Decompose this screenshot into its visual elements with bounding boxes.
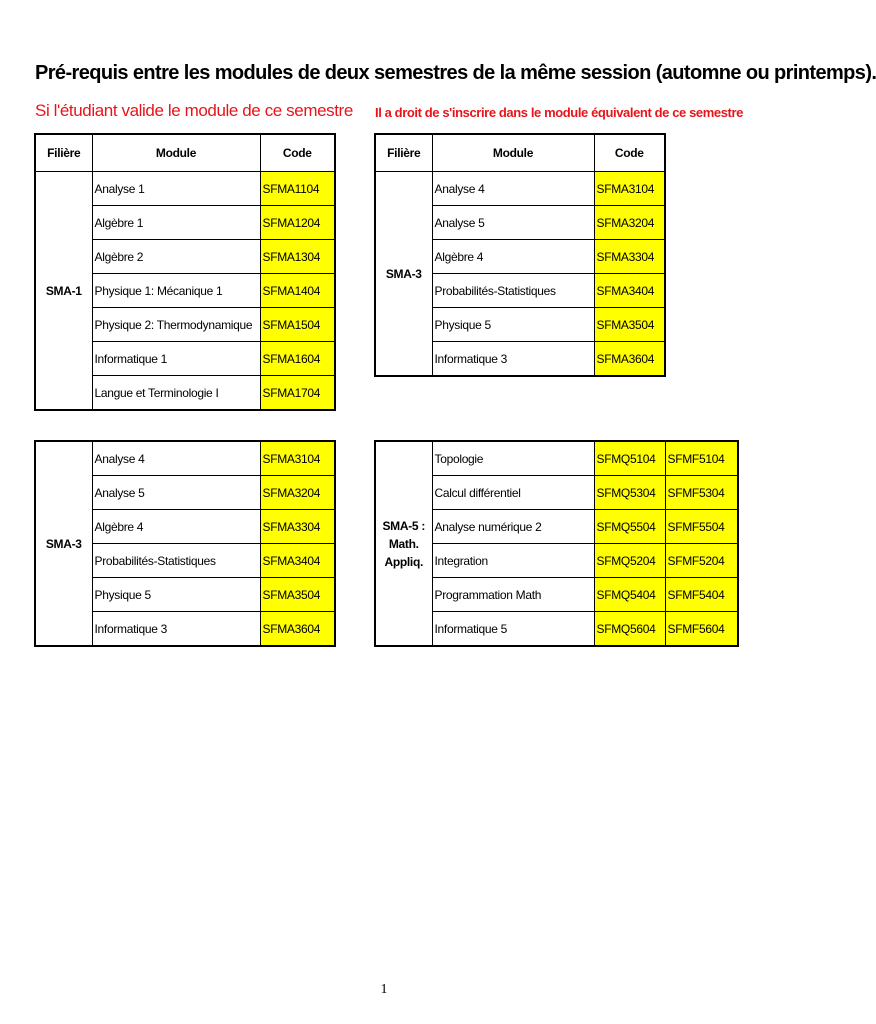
module-cell: Probabilités-Statistiques bbox=[432, 274, 594, 308]
code-cell: SFMA3604 bbox=[594, 342, 665, 377]
module-cell: Analyse numérique 2 bbox=[432, 510, 594, 544]
table-sma3-equivalent bbox=[374, 133, 666, 377]
module-cell: Calcul différentiel bbox=[432, 476, 594, 510]
table-sma5 bbox=[374, 440, 739, 647]
code-cell: SFMQ5104 bbox=[594, 441, 665, 476]
table-sma1 bbox=[34, 133, 336, 411]
module-cell: Integration bbox=[432, 544, 594, 578]
subtitle-right: Il a droit de s'inscrire dans le module équivalent de ce semestre bbox=[375, 105, 743, 120]
code-cell: SFMA3204 bbox=[594, 206, 665, 240]
header-code: Code bbox=[260, 134, 335, 172]
code-cell: SFMA3404 bbox=[260, 544, 335, 578]
module-cell: Informatique 3 bbox=[92, 612, 260, 647]
filiere-cell: SMA-3 bbox=[35, 441, 92, 646]
filiere-cell: SMA-1 bbox=[35, 172, 92, 411]
code-cell: SFMA3304 bbox=[594, 240, 665, 274]
module-cell: Analyse 1 bbox=[92, 172, 260, 206]
filiere-cell: SMA-3 bbox=[375, 172, 432, 377]
code-cell: SFMQ5304 bbox=[594, 476, 665, 510]
code2-cell: SFMF5504 bbox=[665, 510, 738, 544]
module-cell: Informatique 5 bbox=[432, 612, 594, 647]
module-cell: Programmation Math bbox=[432, 578, 594, 612]
module-cell: Topologie bbox=[432, 441, 594, 476]
header-filiere: Filière bbox=[375, 134, 432, 172]
code-cell: SFMA3304 bbox=[260, 510, 335, 544]
page-title: Pré-requis entre les modules de deux semestres de la même session (automne ou printemps). bbox=[35, 62, 876, 84]
header-code: Code bbox=[594, 134, 665, 172]
module-cell: Informatique 1 bbox=[92, 342, 260, 376]
module-cell: Analyse 4 bbox=[92, 441, 260, 476]
subtitle-left: Si l'étudiant valide le module de ce semestre bbox=[35, 101, 353, 120]
module-cell: Algèbre 4 bbox=[92, 510, 260, 544]
module-cell: Probabilités-Statistiques bbox=[92, 544, 260, 578]
code-cell: SFMA1604 bbox=[260, 342, 335, 376]
code-cell: SFMA3504 bbox=[594, 308, 665, 342]
code2-cell: SFMF5404 bbox=[665, 578, 738, 612]
filiere-line: Appliq. bbox=[384, 554, 424, 569]
module-cell: Physique 5 bbox=[432, 308, 594, 342]
module-cell: Physique 2: Thermodynamique bbox=[92, 308, 260, 342]
code-cell: SFMA1404 bbox=[260, 274, 335, 308]
table-row bbox=[35, 172, 335, 206]
table-row bbox=[375, 172, 665, 206]
code2-cell: SFMF5604 bbox=[665, 612, 738, 647]
code-cell: SFMA3604 bbox=[260, 612, 335, 647]
header-filiere: Filière bbox=[35, 134, 92, 172]
filiere-line: SMA-5 : bbox=[382, 518, 426, 533]
code-cell: SFMA1204 bbox=[260, 206, 335, 240]
code-cell: SFMA3504 bbox=[260, 578, 335, 612]
code-cell: SFMA3204 bbox=[260, 476, 335, 510]
code-cell: SFMA3404 bbox=[594, 274, 665, 308]
module-cell: Analyse 5 bbox=[92, 476, 260, 510]
code-cell: SFMA3104 bbox=[260, 441, 335, 476]
code2-cell: SFMF5204 bbox=[665, 544, 738, 578]
code-cell: SFMQ5404 bbox=[594, 578, 665, 612]
code-cell: SFMA3104 bbox=[594, 172, 665, 206]
code-cell: SFMA1304 bbox=[260, 240, 335, 274]
page-number: 1 bbox=[380, 982, 388, 997]
code2-cell: SFMF5104 bbox=[665, 441, 738, 476]
filiere-cell bbox=[375, 441, 432, 646]
module-cell: Analyse 4 bbox=[432, 172, 594, 206]
module-cell: Algèbre 2 bbox=[92, 240, 260, 274]
filiere-line: Math. bbox=[388, 536, 419, 551]
header-module: Module bbox=[92, 134, 260, 172]
table-sma3 bbox=[34, 440, 336, 647]
module-cell: Algèbre 1 bbox=[92, 206, 260, 240]
code-cell: SFMQ5504 bbox=[594, 510, 665, 544]
module-cell: Algèbre 4 bbox=[432, 240, 594, 274]
code-cell: SFMA1704 bbox=[260, 376, 335, 411]
module-cell: Analyse 5 bbox=[432, 206, 594, 240]
table-row bbox=[375, 441, 738, 476]
code-cell: SFMA1504 bbox=[260, 308, 335, 342]
module-cell: Physique 5 bbox=[92, 578, 260, 612]
table-row bbox=[35, 441, 335, 476]
code2-cell: SFMF5304 bbox=[665, 476, 738, 510]
module-cell: Informatique 3 bbox=[432, 342, 594, 377]
header-module: Module bbox=[432, 134, 594, 172]
module-cell: Langue et Terminologie I bbox=[92, 376, 260, 411]
code-cell: SFMA1104 bbox=[260, 172, 335, 206]
code-cell: SFMQ5204 bbox=[594, 544, 665, 578]
code-cell: SFMQ5604 bbox=[594, 612, 665, 647]
module-cell: Physique 1: Mécanique 1 bbox=[92, 274, 260, 308]
